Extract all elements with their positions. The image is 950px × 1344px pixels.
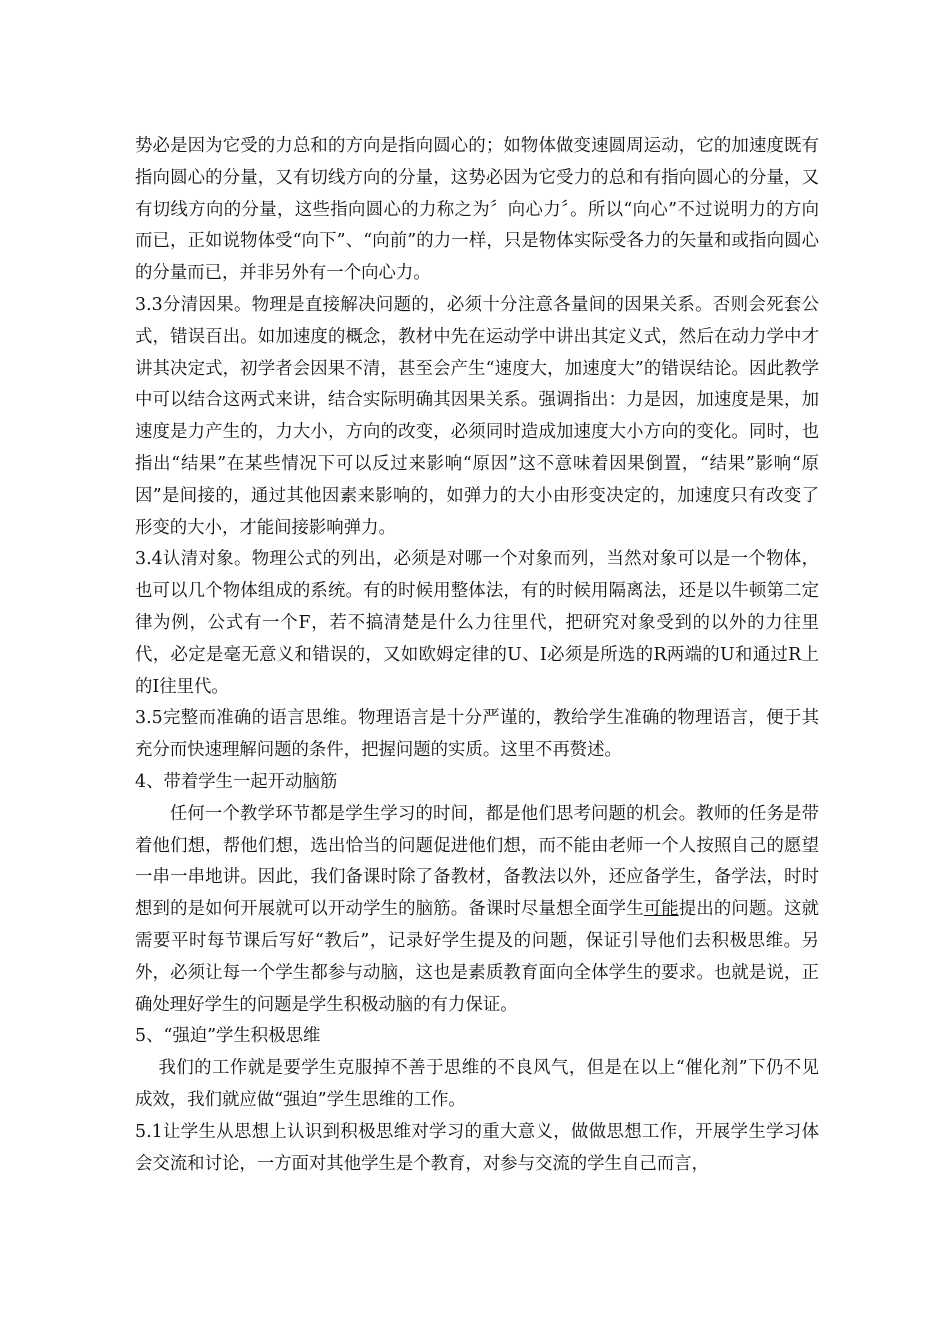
paragraph-centripetal-force: 势必是因为它受的力总和的方向是指向圆心的；如物体做变速圆周运动，它的加速度既有指向圆心的分量，又有切线方向的分量，这势必因为它受力的总和有指向圆心的分量，又有切线方向的分量，这些指向圆心的力称之为〞向心力〞。所以“向心”不过说明力的方向而已，正如说物体受“向下”、“向前”的力一样，只是物体实际受各力的矢量和或指向圆心的分量而已，并非另外有一个向心力。: [135, 136, 819, 284]
underlined-word: 可能: [643, 899, 679, 920]
heading-section-4: 4、带着学生一起开动脑筋: [135, 771, 338, 792]
paragraph-section-4-text-b: 提出的问题。这就需要平时每节课后写好“教后”，记录好学生提及的问题，保证引导他们去积极思维。另外，必须让每一个学生都参与动脑，这也是素质教育面向全体学生的要求。也就是说，正确处理好学生的问题是学生积极动脑的有力保证。: [135, 899, 819, 1015]
paragraph-5-1: 5.1让学生从思想上认识到积极思维对学习的重大意义，做做思想工作，开展学生学习体会交流和讨论，一方面对其他学生是个教育，对参与交流的学生自己而言，: [135, 1121, 819, 1174]
paragraph-3-4-object: 3.4认清对象。物理公式的列出，必须是对哪一个对象而列，当然对象可以是一个物体，也可以几个物体组成的系统。有的时候用整体法，有的时候用隔离法，还是以牛顿第二定律为例，公式有一个F，若不搞清楚是什么力往里代，把研究对象受到的以外的力往里代，必定是毫无意义和错误的，又如欧姆定律的U、I必须是所选的R两端的U和通过R上的I往里代。: [135, 549, 819, 697]
paragraph-section-5-body: 我们的工作就是要学生克服掉不善于思维的不良风气，但是在以上“催化剂”下仍不见成效，我们就应做“强迫”学生思维的工作。: [135, 1058, 819, 1110]
paragraph-3-3-cause-effect: 3.3分清因果。物理是直接解决问题的，必须十分注意各量间的因果关系。否则会死套公式，错误百出。如加速度的概念，教材中先在运动学中讲出其定义式，然后在动力学中才讲其决定式，初学者会因果不清，甚至会产生“速度大，加速度大”的错误结论。因此教学中可以结合这两式来讲，结合实际明确其因果关系。强调指出：力是因，加速度是果，加速度是力产生的，力大小，方向的改变，必须同时造成加速度大小方向的变化。同时，也指出“结果”在某些情况下可以反过来影响“原因”这不意味着因果倒置，“结果”影响“原因”是间接的，通过其他因素来影响的，如弹力的大小由形变决定的，加速度只有改变了形变的大小，才能间接影响弹力。: [135, 294, 819, 538]
paragraph-3-5-language: 3.5完整而准确的语言思维。物理语言是十分严谨的，教给学生准确的物理语言，便于其充分而快速理解问题的条件，把握问题的实质。这里不再赘述。: [135, 708, 819, 761]
paragraph-section-4-body: [135, 799, 819, 1022]
document-body: [135, 131, 819, 1180]
paragraph-section-4-text-a: 任何一个教学环节都是学生学习的时间，都是他们思考问题的机会。教师的任务是带着他们想，帮他们想，选出恰当的问题促进他们想，而不能由老师一个人按照自己的愿望一串一串地讲。因此，我们备课时除了备教材，备教法以外，还应备学生，备学法，时时想到的是如何开展就可以开动学生的脑筋。备课时尽量想全面学生: [135, 803, 819, 920]
heading-section-5: 5、“强迫”学生积极思维: [135, 1026, 321, 1047]
